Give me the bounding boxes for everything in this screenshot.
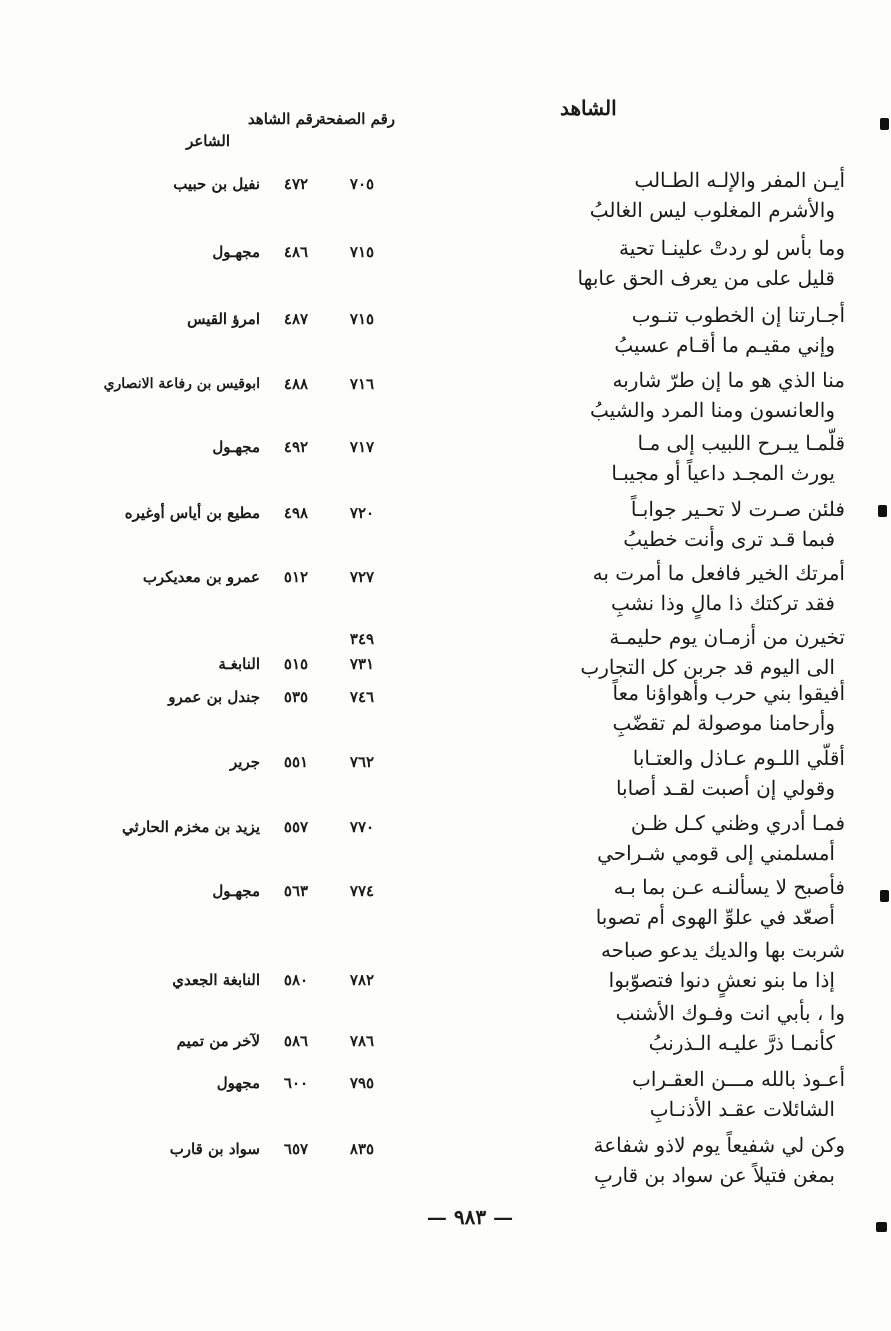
verse-line-2: كأنمـا ذرَّ عليـه الـذرنبُ — [648, 1031, 835, 1055]
scan-mark — [880, 890, 889, 902]
index-entry — [0, 365, 891, 431]
poet-name: مجهول — [216, 1074, 260, 1092]
column-header-page: رقم الصفحة — [318, 110, 395, 128]
page-number: ٧٨٢ — [349, 971, 375, 989]
verse-line-1: منا الذي هو ما إن طرّ شاربه — [612, 368, 845, 392]
verse-number: ٥٥١ — [283, 753, 309, 771]
index-entry — [0, 678, 891, 744]
page-number: ٧١٥ — [349, 310, 375, 328]
verse-line-1: أيـن المفر والإلـه الطـالب — [634, 168, 845, 192]
page-number: ٧١٧ — [349, 438, 375, 456]
page-number: ٧٢٠ — [349, 504, 375, 522]
poet-name: مجهـول — [212, 438, 260, 456]
poet-name: نفيل بن حبيب — [173, 175, 260, 193]
verse-number: ٥٣٥ — [283, 688, 309, 706]
poet-name: جرير — [230, 753, 260, 771]
column-header-number: رقم الشاهد — [247, 110, 320, 128]
scan-mark — [876, 1222, 887, 1232]
verse-line-2: يورث المجـد داعياً أو مجيبـا — [611, 461, 835, 485]
verse-line-1: فمـا أدري وظني كـل ظـن — [630, 811, 845, 835]
index-entry — [0, 558, 891, 624]
verse-line-1: أعـوذ بالله مـــن العقـراب — [632, 1067, 845, 1091]
page-footer-number: — ٩٨٣ — — [426, 1205, 514, 1229]
verse-line-2: بمغن فتيلاً عن سواد بن قاربِ — [594, 1163, 835, 1187]
index-entry — [0, 1064, 891, 1130]
index-entry — [0, 428, 891, 494]
page-number: ٧٤٦ — [349, 688, 375, 706]
verse-line-2: والأشرم المغلوب ليس الغالبُ — [589, 198, 835, 222]
page-number: ٧٦٢ — [349, 753, 375, 771]
verse-line-1: قلّمـا يبـرح اللبيب إلى مـا — [637, 431, 845, 455]
poet-name: جندل بن عمرو — [168, 688, 260, 706]
verse-line-1: فأصبح لا يسألنـه عـن بما بـه — [613, 875, 845, 899]
verse-number: ٤٩٢ — [283, 438, 309, 456]
poet-name: ابوقيس بن رفاعة الانصاري — [103, 376, 260, 392]
poet-name: مجهـول — [212, 243, 260, 261]
verse-line-2: الى اليوم قد جربن كل التجارب — [580, 655, 835, 679]
verse-line-1: أجـارتنا إن الخطوب تنـوب — [631, 303, 845, 327]
column-header-poet: الشاعر — [186, 132, 230, 150]
index-entry — [0, 743, 891, 809]
index-entry — [0, 1130, 891, 1196]
verse-number: ٤٨٧ — [283, 310, 309, 328]
poet-name: لآخر من تميم — [176, 1032, 260, 1050]
poet-name: امرؤ القيس — [187, 310, 260, 328]
verse-line-2: أمسلمني إلى قومي شـراحي — [597, 841, 835, 865]
verse-line-2: إذا ما بنو نعشٍ دنوا فتصوّبوا — [608, 968, 835, 992]
verse-number: ٦٠٠ — [283, 1074, 309, 1092]
index-entry — [0, 998, 891, 1064]
poet-name: عمرو بن معديكرب — [142, 568, 260, 586]
page-number: ٧٩٥ — [349, 1074, 375, 1092]
poet-name: النابغة الجعدي — [172, 971, 260, 989]
verse-line-1: تخيرن من أزمـان يوم حليمـة — [609, 625, 845, 649]
verse-line-2: وأرحامنا موصولة لم تقضّبِ — [612, 711, 835, 735]
poet-name: مطيع بن أياس أوغيره — [124, 504, 260, 522]
page-number: ٨٣٥ — [349, 1140, 375, 1158]
verse-line-2: والعانسون ومنا المرد والشيبُ — [589, 398, 835, 422]
verse-number: ٥٦٣ — [283, 882, 309, 900]
poet-name: النابغـة — [218, 655, 260, 673]
verse-number: ٥٨٠ — [283, 971, 309, 989]
verse-line-2: قليل على من يعرف الحق عابها — [577, 266, 835, 290]
index-entry — [0, 808, 891, 874]
index-entry — [0, 872, 891, 938]
page-number: ٧٨٦ — [349, 1032, 375, 1050]
verse-number: ٤٨٨ — [283, 375, 309, 393]
page-number: ٧٧٠ — [349, 818, 375, 836]
verse-number: ٤٧٢ — [283, 175, 309, 193]
poet-name: سواد بن قارب — [169, 1140, 260, 1158]
verse-line-1: وكن لي شفيعاً يوم لاذو شفاعة — [593, 1133, 845, 1157]
verse-line-1: شربت بها والديك يدعو صباحه — [600, 938, 845, 962]
verse-number: ٤٩٨ — [283, 504, 309, 522]
verse-number: ٥٥٧ — [283, 818, 309, 836]
scan-mark — [878, 505, 887, 517]
page-number: ٧٧٤ — [349, 882, 375, 900]
verse-line-2: وإني مقيـم ما أقـام عسيبُ — [614, 333, 835, 357]
index-entry — [0, 300, 891, 366]
scan-mark — [880, 118, 889, 130]
verse-line-1: أفيقوا بني حرب وأهواؤنا معاً — [612, 681, 845, 705]
verse-number: ٥٨٦ — [283, 1032, 309, 1050]
verse-line-1: وما بأس لو ردتْ علينـا تحية — [619, 236, 845, 260]
column-header-verse: الشاهد — [560, 96, 617, 120]
page-number: ٧١٥ — [349, 243, 375, 261]
index-entry — [0, 233, 891, 299]
verse-line-2: فبما قـد ترى وأنت خطيبُ — [623, 527, 835, 551]
page-number: ٧٠٥ — [349, 175, 375, 193]
index-entry — [0, 165, 891, 231]
verse-line-2: فقد تركتك ذا مالٍ وذا نشبِ — [611, 591, 835, 615]
page-number: ٧١٦ — [349, 375, 375, 393]
page-number: ٧٢٧ — [349, 568, 375, 586]
verse-number: ٥١٥ — [283, 655, 309, 673]
page-number: ٧٣١ — [349, 655, 375, 673]
verse-line-2: وقولي إن أصبت لقـد أصابا — [615, 776, 835, 800]
verse-number: ٥١٢ — [283, 568, 309, 586]
verse-line-1: أقلّي اللـوم عـاذل والعتـابا — [632, 746, 845, 770]
index-entry — [0, 494, 891, 560]
verse-line-1: أمرتك الخير فافعل ما أمرت به — [592, 561, 845, 585]
verse-line-2: الشائلات عقـد الأذنـابِ — [649, 1097, 835, 1121]
poet-name: يزيد بن مخزم الحارثي — [122, 818, 260, 836]
verse-number: ٦٥٧ — [283, 1140, 309, 1158]
index-entry — [0, 935, 891, 1001]
verse-line-1: فلئن صـرت لا تحـير جوابـاً — [630, 497, 845, 521]
verse-line-1: وا ، بأبي انت وفـوك الأشنب — [615, 1001, 845, 1025]
poet-name: مجهـول — [212, 882, 260, 900]
verse-line-2: أصعّد في علوِّ الهوى أم تصوبا — [595, 905, 835, 929]
page-number: ٣٤٩ — [349, 630, 375, 648]
verse-number: ٤٨٦ — [283, 243, 309, 261]
